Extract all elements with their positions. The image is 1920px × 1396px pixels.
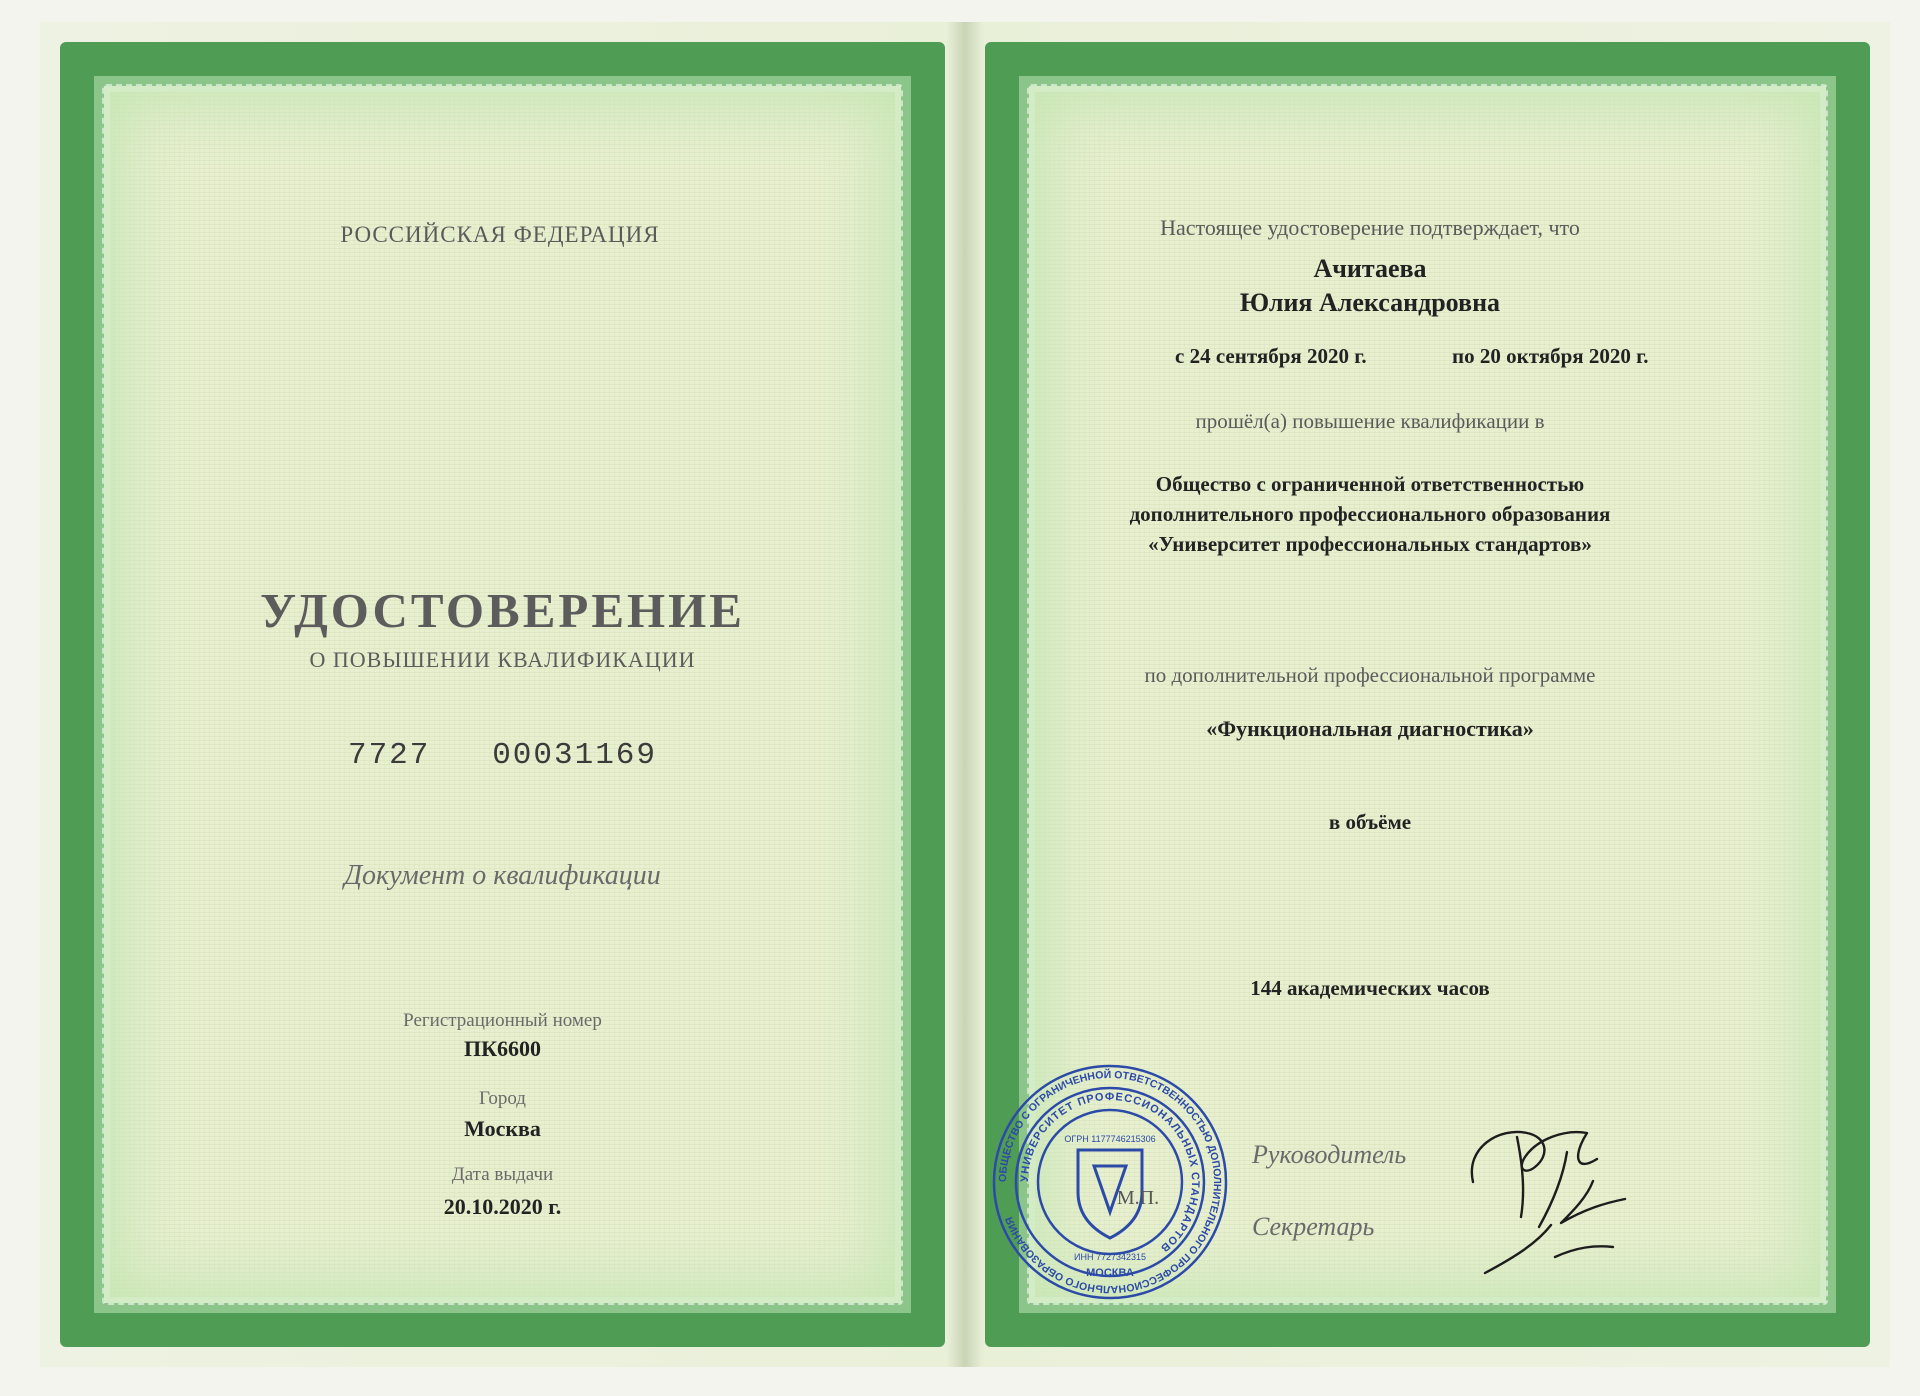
secretary-label: Секретарь	[1252, 1212, 1375, 1241]
certificate-spread	[40, 22, 1890, 1367]
hours-value: 144 академических часов	[1250, 976, 1490, 1000]
date-to: по 20 октября 2020 г.	[1452, 344, 1649, 368]
seal-inner-text: УНИВЕРСИТЕТ ПРОФЕССИОНАЛЬНЫХ СТАНДАРТОВ	[1018, 1090, 1202, 1255]
program-label: по дополнительной профессиональной программе	[1144, 663, 1596, 687]
registration-value: ПК6600	[463, 1036, 542, 1061]
date-from: с 24 сентября 2020 г.	[1175, 344, 1367, 368]
organization-line: «Университет профессиональных стандартов»	[1148, 532, 1592, 556]
document-number: 7727 00031169	[347, 738, 658, 773]
seal-inn: ИНН 7727342315	[1073, 1252, 1147, 1262]
issue-date-value: 20.10.2020 г.	[443, 1194, 562, 1219]
volume-label: в объёме	[1328, 810, 1412, 834]
intro-text: Настоящее удостоверение подтверждает, что	[1160, 215, 1580, 240]
city-value: Москва	[464, 1116, 541, 1141]
issue-date-label: Дата выдачи	[451, 1164, 554, 1185]
registration-label: Регистрационный номер	[403, 1010, 602, 1031]
svg-text:УНИВЕРСИТЕТ ПРОФЕССИОНАЛЬНЫХ С	[1019, 1091, 1201, 1255]
holder-given-names: Юлия Александровна	[1239, 288, 1501, 317]
organization-line: дополнительного профессионального образования	[1129, 502, 1611, 526]
program-name: «Функциональная диагностика»	[1206, 716, 1534, 741]
organization-seal	[990, 1062, 1230, 1302]
right-page	[965, 22, 1890, 1367]
completed-text: прошёл(а) повышение квалификации в	[1195, 409, 1545, 433]
head-label: Руководитель	[1252, 1140, 1407, 1169]
document-subtitle: О ПОВЫШЕНИИ КВАЛИФИКАЦИИ	[309, 647, 696, 672]
left-page	[40, 22, 965, 1367]
holder-surname: Ачитаева	[1313, 254, 1427, 283]
organization-line: Общество с ограниченной ответственностью	[1155, 472, 1585, 496]
city-label: Город	[479, 1088, 526, 1109]
document-kind: Документ о квалификации	[344, 860, 661, 891]
country-heading: РОССИЙСКАЯ ФЕДЕРАЦИЯ	[340, 222, 660, 247]
seal-outer-text: ОБЩЕСТВО С ОГРАНИЧЕННОЙ ОТВЕТСТВЕННОСТЬЮ ДОПОЛНИТЕЛЬНОГО ПРОФЕССИОНАЛЬНОГО ОБРАЗОВАНИЯ	[996, 1068, 1224, 1296]
document-title: УДОСТОВЕРЕНИЕ	[260, 583, 745, 638]
seal-city: МОСКВА	[1086, 1267, 1134, 1279]
handwritten-signature	[1455, 1107, 1650, 1282]
seal-ogrn: ОГРН 1177746215306	[1064, 1134, 1156, 1144]
seal-place-label: М.П.	[1116, 1187, 1160, 1209]
